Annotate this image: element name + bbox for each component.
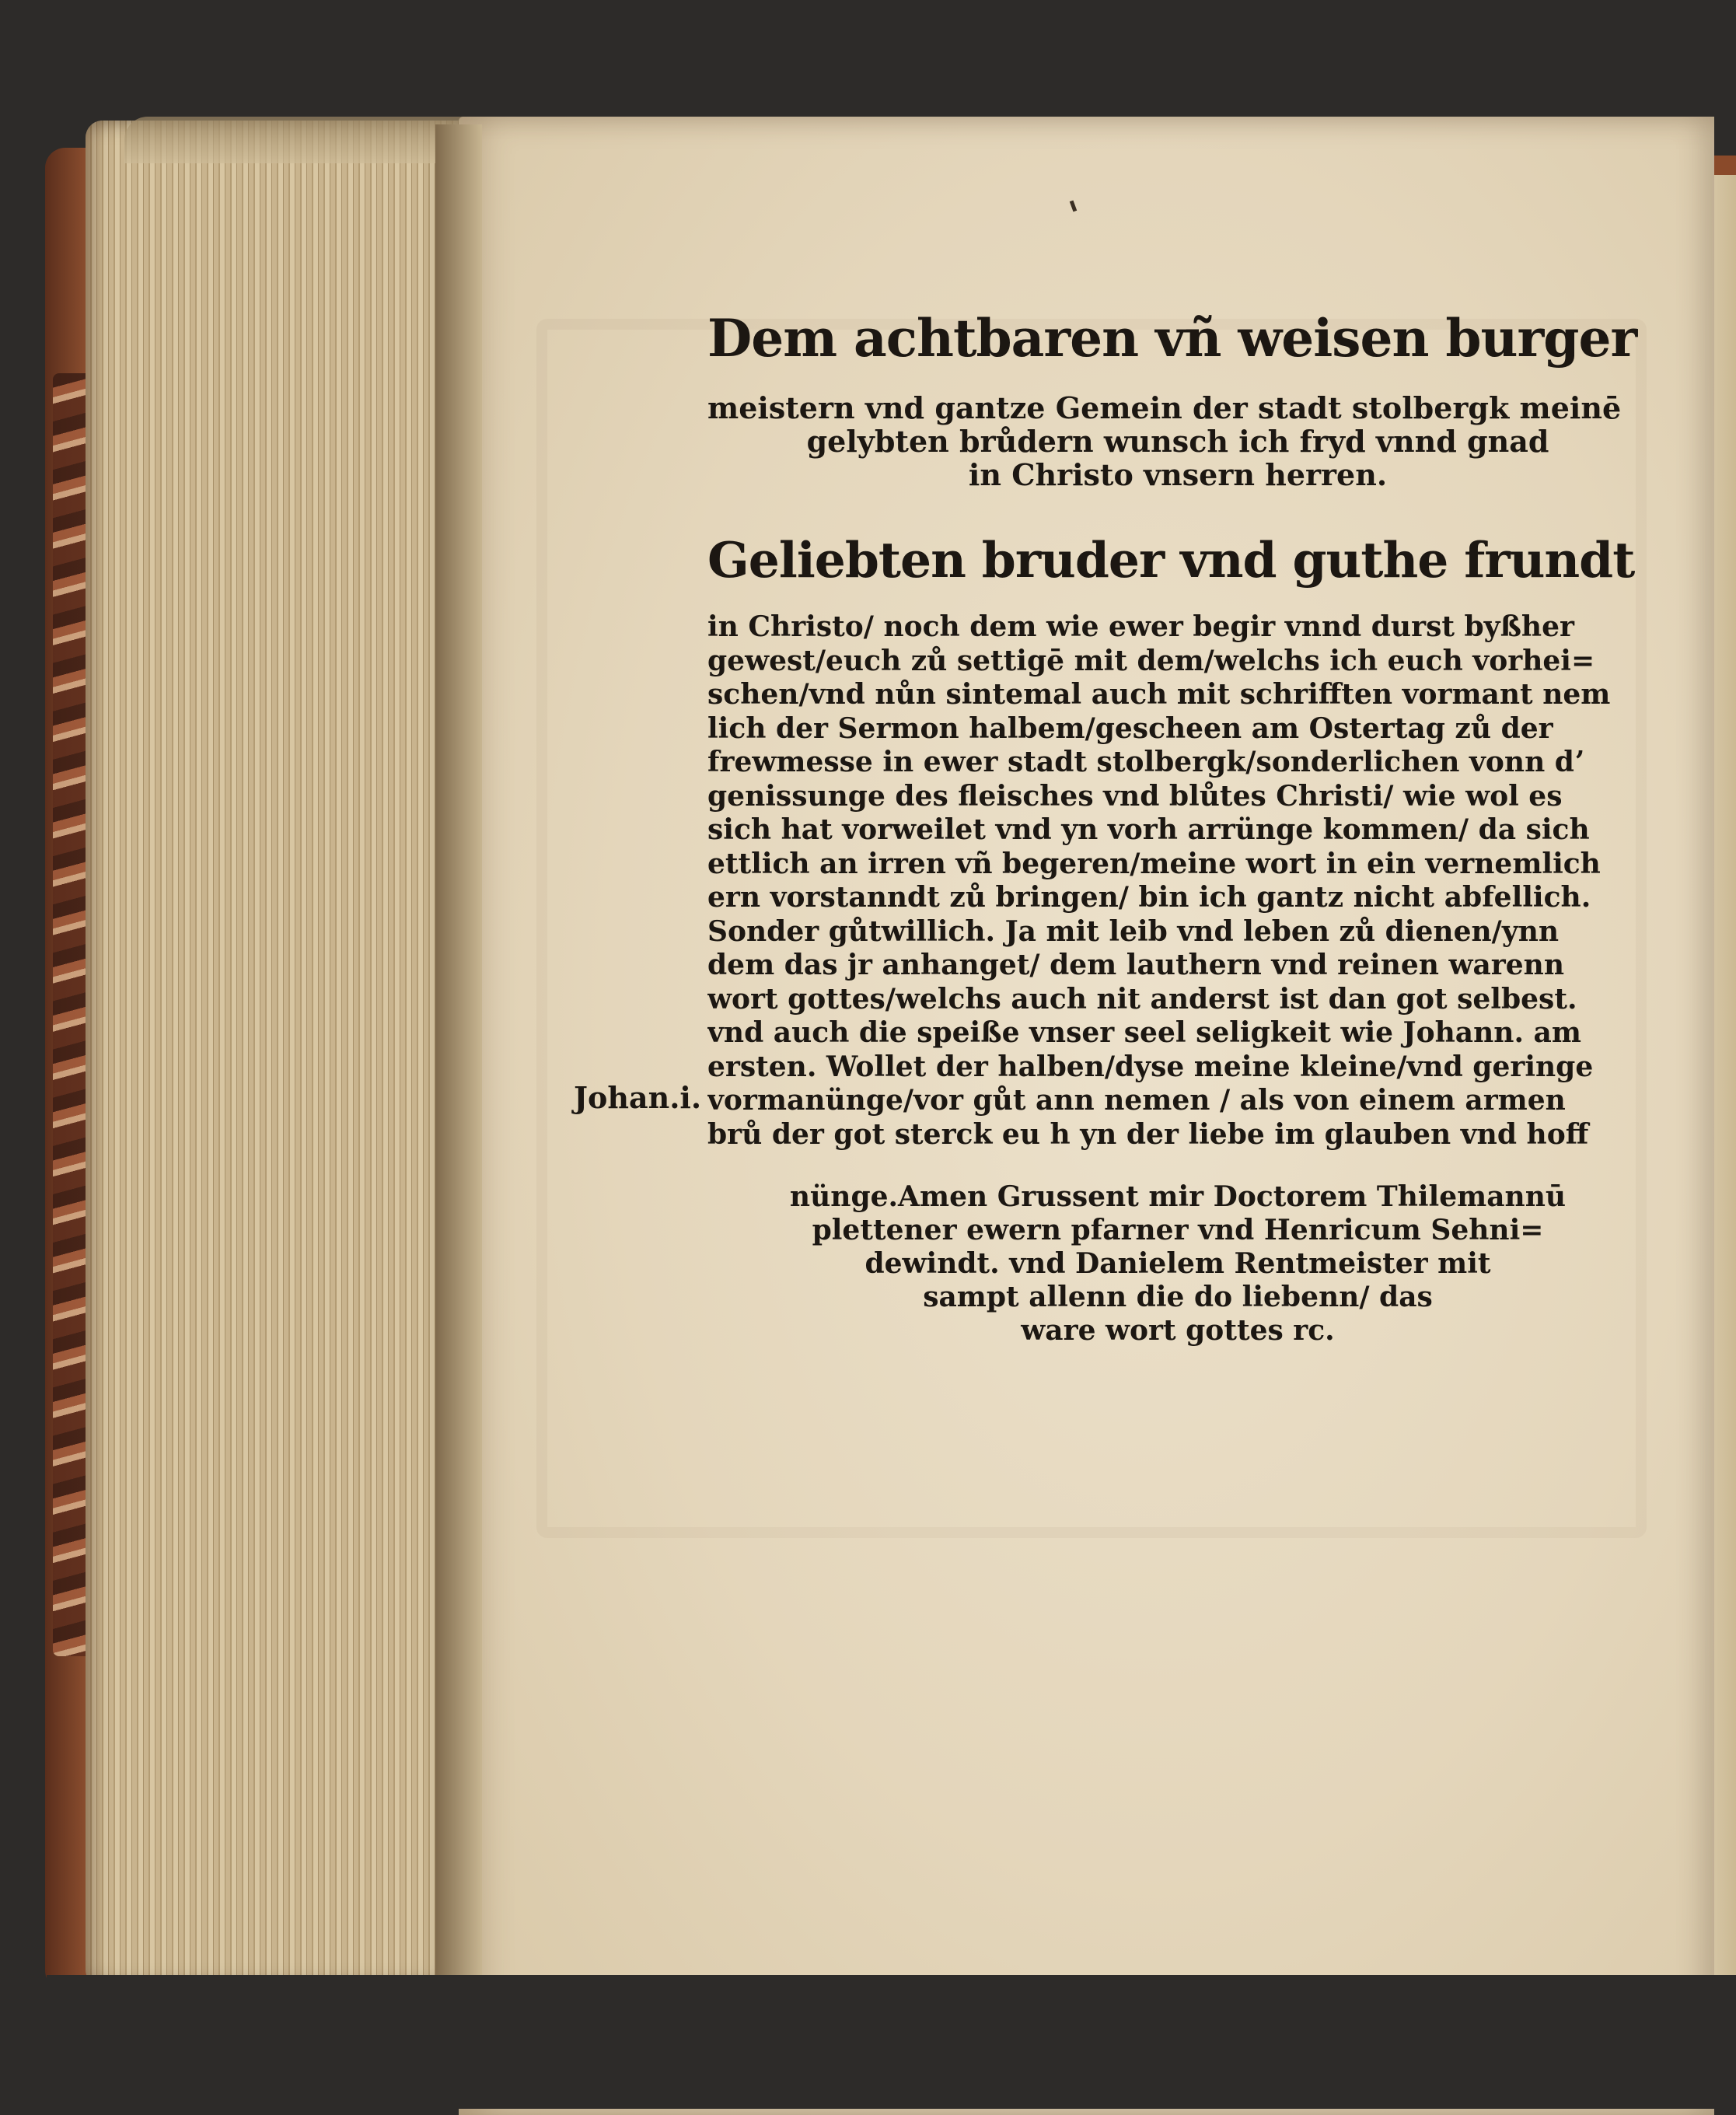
closing-line: ware wort gottes rc. — [1021, 1314, 1335, 1347]
marginal-note: Johan.i. — [574, 1080, 702, 1115]
body-line: gewest/euch zů settigē mit dem/welchs ich euch vorhei= — [707, 644, 1595, 677]
body-text — [707, 610, 1648, 1152]
page-gutter — [435, 124, 482, 1991]
body-line: dem das jr anhanget/ dem lauthern vnd reinen warenn — [707, 949, 1565, 981]
body-line: schen/vnd nůn sintemal auch mit schrifften vormant nem — [707, 678, 1611, 711]
dedication-line: in Christo vnsern herren. — [968, 457, 1388, 492]
closing-text — [707, 1180, 1648, 1348]
body-line: ersten. Wollet der halben/dyse meine kleine/vnd geringe — [707, 1050, 1594, 1083]
body-line: brů der got sterck eu h yn der liebe im glauben vnd hoff — [707, 1117, 1589, 1151]
page-edges — [86, 121, 459, 1987]
dedication-line: gelybten brůdern wunsch ich fryd vnnd gnad — [806, 424, 1549, 459]
body-line: in Christo/ noch dem wie ewer begir vnnd durst byßher — [707, 610, 1574, 643]
closing-line: nünge.Amen Grussent mir Doctorem Thilemannū — [789, 1180, 1567, 1213]
body-line: wort gottes/welchs auch nit anderst ist dan got selbest. — [707, 982, 1577, 1016]
body-line: sich hat vorweilet vnd yn vorh arrünge kommen/ da sich — [707, 813, 1590, 846]
closing-line: plettener ewern pfarner vnd Henricum Sehni= — [812, 1214, 1544, 1246]
body-line: Sonder gůtwillich. Ja mit leib vnd leben zů dienen/ynn — [707, 914, 1560, 948]
page-heading: Dem achtbaren vñ weisen burger — [707, 308, 1637, 369]
body-line: ern vorstanndt zů bringen/ bin ich gantz nicht abfellich. — [707, 881, 1591, 914]
table-background — [47, 1975, 1736, 2109]
closing-line: sampt allenn die do liebenn/ das — [923, 1281, 1433, 1313]
body-line: genissunge des fleisches vnd blůtes Christi/ wie wol es — [707, 779, 1563, 813]
body-line: lich der Sermon halbem/gescheen am Ostertag zů der — [707, 711, 1553, 745]
dedication-line: meistern vnd gantze Gemein der stadt stolbergk meinē — [707, 390, 1622, 425]
body-line: ettlich an irren vñ begeren/meine wort in ein vernemlich — [707, 847, 1601, 880]
body-line: vormanünge/vor gůt ann nemen / als von einem armen — [707, 1084, 1566, 1117]
incipit-line: Geliebten bruder vnd guthe frundt — [707, 531, 1635, 589]
dedication — [707, 391, 1648, 491]
body-line: frewmesse in ewer stadt stolbergk/sonderlichen vonn dʼ — [707, 746, 1584, 778]
body-line: vnd auch die speiße vnser seel seligkeit wie Johann. am — [707, 1016, 1581, 1049]
page-edges-top — [124, 117, 474, 163]
closing-line: dewindt. vnd Danielem Rentmeister mit — [865, 1247, 1491, 1280]
